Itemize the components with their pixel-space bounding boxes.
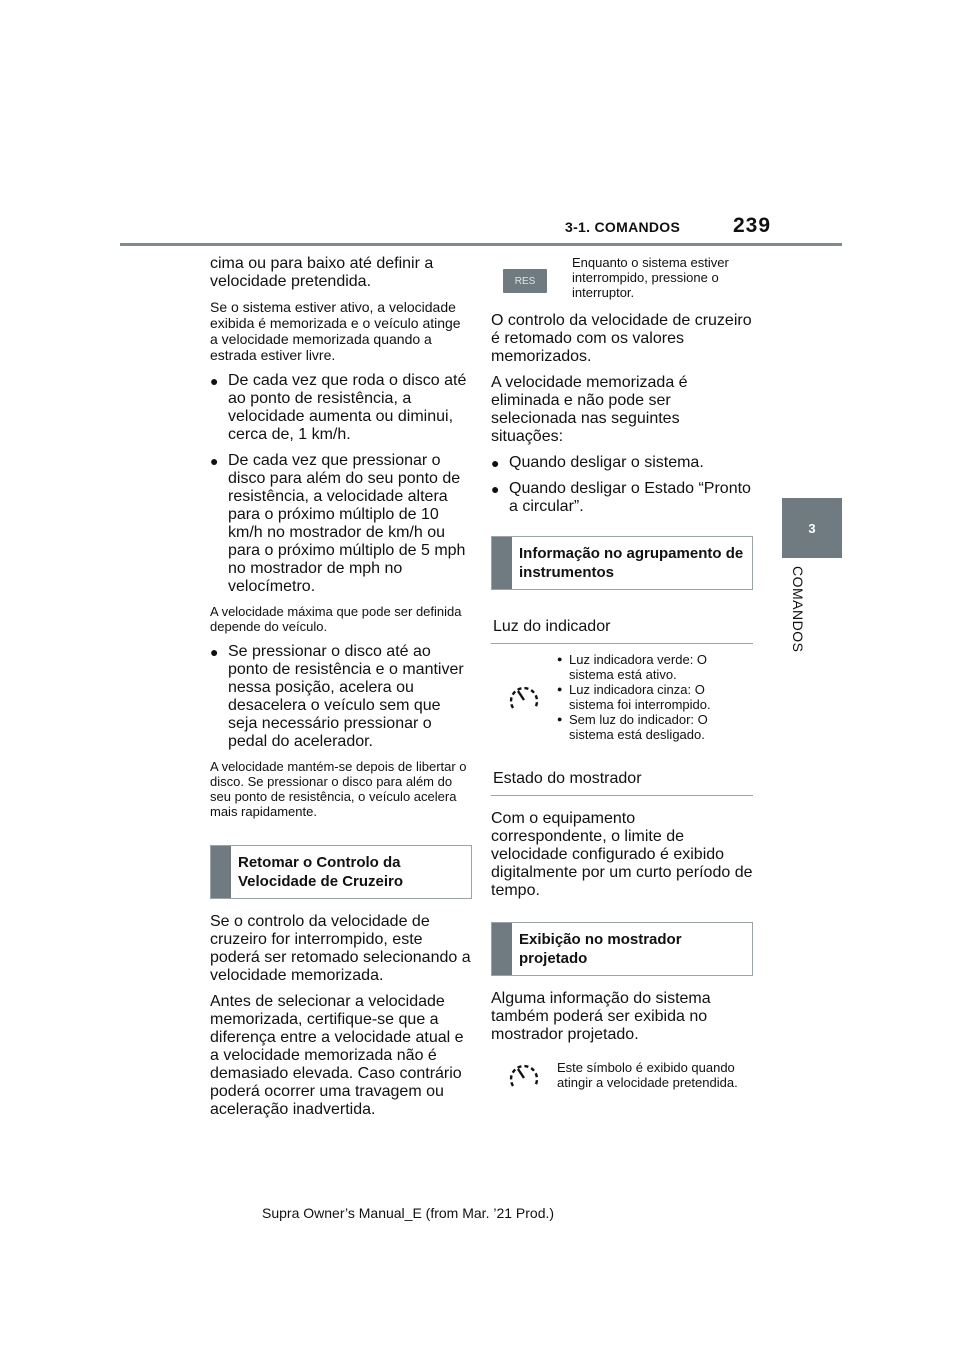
icon-cell (491, 1060, 557, 1090)
section-heading (210, 845, 472, 899)
table-label: Estado do mostrador (491, 756, 753, 796)
indicator-item: ● Luz indicadora cinza: O sistema foi interrompido. (557, 682, 753, 712)
right-column (491, 255, 753, 1090)
footer-text: Supra Owner’s Manual_E (from Mar. ’21 Prod.) (262, 1205, 555, 1221)
hud-symbol-row (491, 1052, 753, 1090)
paragraph: Com o equipamento correspondente, o limite de velocidade configurado é exibido digitalmente por um curto período de tempo. (491, 810, 753, 899)
speedometer-icon (507, 682, 541, 712)
indicator-item: ● Sem luz do indicador: O sistema está desligado. (557, 712, 753, 742)
section-heading (491, 536, 753, 590)
section-heading (491, 922, 753, 976)
heading-bar (492, 923, 512, 975)
paragraph: cima ou para baixo até definir a velocidade pretendida. (210, 255, 434, 290)
heading-text: Informação no agrupamento de instrumentos (519, 545, 744, 581)
res-instruction (491, 255, 753, 300)
indicator-item: ● Luz indicadora verde: O sistema está ativo. (557, 652, 753, 682)
indicator-list (557, 652, 753, 742)
page-number: 239 (733, 214, 772, 237)
bullet-item: ● Quando desligar o Estado “Pronto a circular”. (491, 480, 753, 516)
paragraph: Antes de selecionar a velocidade memorizada, certifique-se que a diferença entre a velocidade atual e a velocidade memorizada não é demasiado elevada. Caso contrário poderá ocorrer uma travagem ou aceleração inadvertida. (210, 993, 464, 1118)
heading-text: Retomar o Controlo da Velocidade de Cruzeiro (238, 854, 404, 890)
icon-description: Este símbolo é exibido quando atingir a velocidade pretendida. (557, 1060, 738, 1090)
heading-bar (492, 537, 512, 589)
bullet-item: ● Quando desligar o sistema. (491, 454, 753, 472)
paragraph: O controlo da velocidade de cruzeiro é retomado com os valores memorizados. (491, 312, 752, 365)
chapter-tab[interactable]: 3 (782, 498, 842, 558)
res-text: Enquanto o sistema estiver interrompido, pressione o interruptor. (572, 255, 729, 300)
note: A velocidade máxima que pode ser definida depende do veículo. (210, 604, 462, 634)
paragraph: A velocidade memorizada é eliminada e não pode ser selecionada nas seguintes situações: (491, 374, 688, 445)
res-button-icon: RES (503, 269, 547, 293)
paragraph: Se o sistema estiver ativo, a velocidade exibida é memorizada e o veículo atinge a velocidade memorizada quando a estrada estiver livre. (210, 299, 461, 363)
section-title: 3-1. COMANDOS (565, 219, 681, 235)
bullet-item: ● De cada vez que roda o disco até ao ponto de resistência, a velocidade aumenta ou diminui, cerca de, 1 km/h. (210, 372, 472, 444)
heading-bar (211, 846, 231, 898)
paragraph: Alguma informação do sistema também poderá ser exibida no mostrador projetado. (491, 990, 711, 1043)
speedometer-icon (507, 1060, 541, 1090)
paragraph: Se o controlo da velocidade de cruzeiro for interrompido, este poderá ser retomado selecionando a velocidade memorizada. (210, 913, 471, 984)
bullet-item: ● Se pressionar o disco até ao ponto de resistência e o mantiver nessa posição, acelera ou desacelera o veículo sem que seja necessário pressionar o pedal do acelerador. (210, 643, 472, 751)
bullet-item: ● De cada vez que pressionar o disco para além do seu ponto de resistência, a velocidade altera para o próximo múltiplo de 10 km/h no mostrador de km/h ou para o próximo múltiplo de 5 mph no mostrador de mph no velocímetro. (210, 452, 472, 596)
chapter-label: COMANDOS (790, 566, 806, 653)
header-divider (120, 243, 842, 246)
heading-text: Exibição no mostrador projetado (519, 931, 682, 967)
icon-cell (491, 682, 557, 712)
left-column (210, 255, 472, 1127)
note: A velocidade mantém-se depois de libertar o disco. Se pressionar o disco para além do seu ponto de resistência, o veículo acelera mais rapidamente. (210, 759, 467, 819)
indicator-row (491, 644, 753, 742)
table-label: Luz do indicador (491, 604, 753, 644)
